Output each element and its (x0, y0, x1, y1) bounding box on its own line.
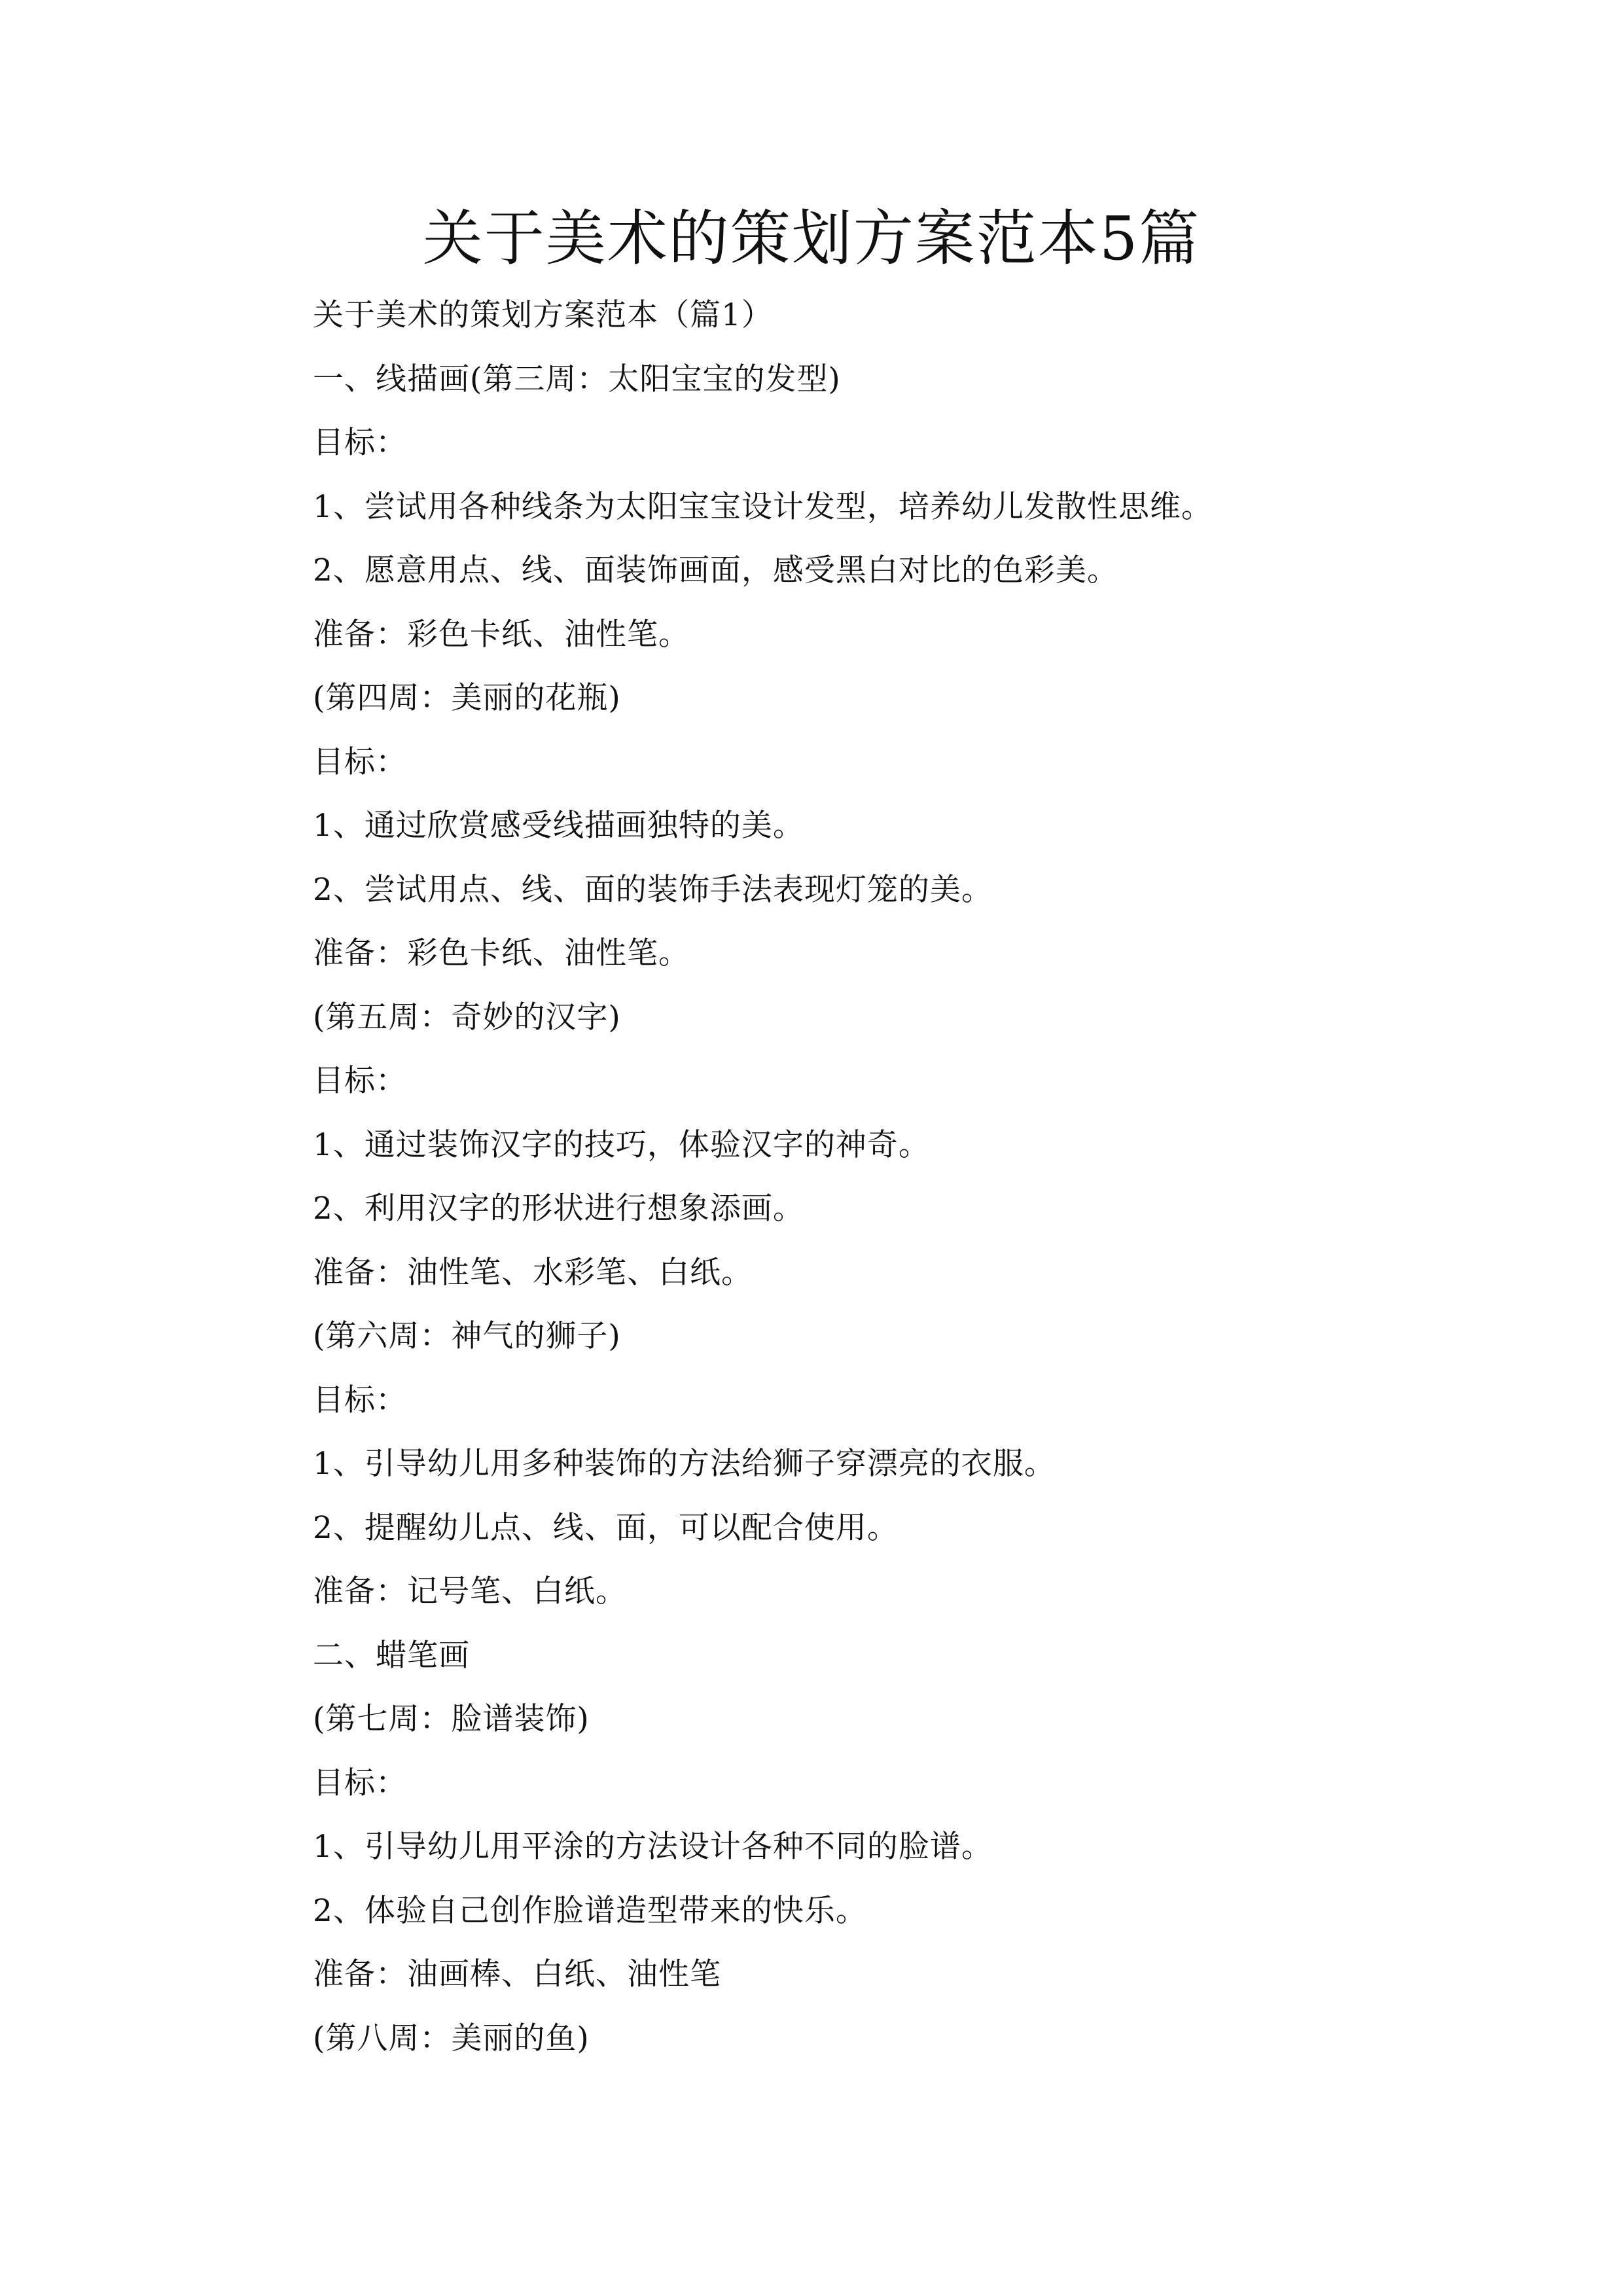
paragraph-line: 准备：记号笔、白纸。 (313, 1573, 627, 1609)
paragraph-line: 1、引导幼儿用多种装饰的方法给狮子穿漂亮的衣服。 (313, 1446, 1056, 1482)
paragraph-line: 准备：彩色卡纸、油性笔。 (313, 935, 690, 971)
week-heading: (第七周：脸谱装饰) (313, 1701, 590, 1737)
week-heading: (第五周：奇妙的汉字) (313, 999, 621, 1035)
subsection-heading: 一、线描画(第三周：太阳宝宝的发型) (313, 361, 841, 397)
paragraph-line: 目标： (313, 1063, 407, 1099)
section-heading: 关于美术的策划方案范本（篇1） (313, 297, 773, 333)
paragraph-line: 1、通过装饰汉字的技巧，体验汉字的神奇。 (313, 1126, 930, 1163)
paragraph-line: 2、体验自己创作脸谱造型带来的快乐。 (313, 1892, 867, 1929)
subsection-heading: 二、蜡笔画 (313, 1637, 470, 1674)
paragraph-line: 1、通过欣赏感受线描画独特的美。 (313, 808, 804, 844)
paragraph-line: 目标： (313, 425, 407, 461)
document-title: 关于美术的策划方案范本5篇 (422, 204, 1201, 274)
paragraph-line: 目标： (313, 1382, 407, 1418)
paragraph-line: 2、尝试用点、线、面的装饰手法表现灯笼的美。 (313, 871, 993, 908)
paragraph-line: 准备：油性笔、水彩笔、白纸。 (313, 1254, 753, 1291)
paragraph-line: 准备：彩色卡纸、油性笔。 (313, 616, 690, 653)
week-heading: (第六周：神气的狮子) (313, 1318, 621, 1354)
paragraph-line: 准备：油画棒、白纸、油性笔 (313, 1956, 721, 1992)
document-body (313, 283, 1360, 2070)
paragraph-line: 2、提醒幼儿点、线、面，可以配合使用。 (313, 1509, 899, 1546)
paragraph-line: 目标： (313, 1765, 407, 1801)
paragraph-line: 1、尝试用各种线条为太阳宝宝设计发型，培养幼儿发散性思维。 (313, 488, 1213, 525)
paragraph-line: 2、愿意用点、线、面装饰画面，感受黑白对比的色彩美。 (313, 552, 1118, 588)
paragraph-line: 1、引导幼儿用平涂的方法设计各种不同的脸谱。 (313, 1829, 993, 1865)
paragraph-line: 2、利用汉字的形状进行想象添画。 (313, 1191, 804, 1227)
week-heading: (第四周：美丽的花瓶) (313, 680, 621, 716)
paragraph-line: 目标： (313, 744, 407, 780)
week-heading: (第八周：美丽的鱼) (313, 2020, 590, 2056)
